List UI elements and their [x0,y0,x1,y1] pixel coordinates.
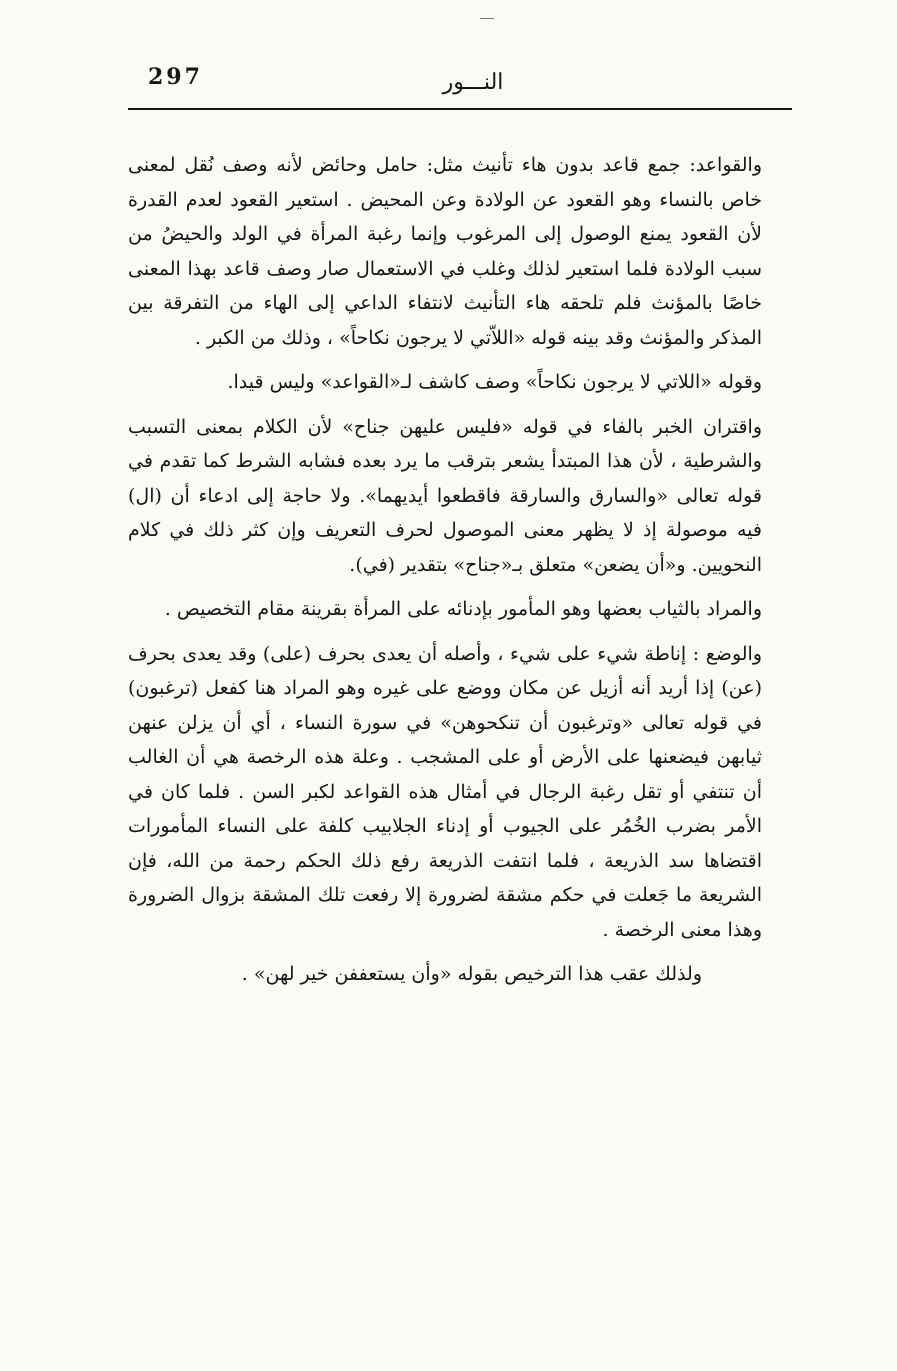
page-number: 297 [148,64,203,90]
page-edge-mark [480,18,494,19]
text-body [128,148,792,1002]
paragraph-qawaid: والقواعد: جمع قاعد بدون هاء تأنيث مثل: حامل وحائض لأنه وصف نُقل لمعنى خاص بالنساء وهو القعود عن الولادة وعن المحيض . استعير القعود لعدم القدرة لأن القعود يمنع الوصول إلى المرغوب وإنما رغبة المرأة في الولد والحيضُ من سبب الولادة فلما استعير لذلك وغلب في الاستعمال صار وصف قاعد بهذا المعنى خاصًا بالمؤنث فلم تلحقه هاء التأنيث لانتفاء الداعي إلى الهاء من التفرقة بين المذكر والمؤنث وقد بينه قوله «اللاّتي لا يرجون نكاحاً» ، وذلك من الكبر . [128,154,762,349]
page-header [128,62,792,110]
paragraph-iqtiran: واقتران الخبر بالفاء في قوله «فليس عليهن جناح» لأن الكلام بمعنى التسبب والشرطية ، لأن هذا المبتدأ يشعر بترقب ما يرد بعده فشابه الشرط كما تقدم في قوله تعالى «والسارق والسارقة فاقطعوا أيديهما». ولا حاجة إلى ادعاء أن (ال) فيه موصولة إذ لا يظهر معنى الموصول لحرف التعريف وإن كثر ذلك في كلام النحويين. و«أن يضعن» متعلق بـ«جناح» بتقدير (في). [128,415,762,576]
paragraph-wad: والوضع : إناطة شيء على شيء ، وأصله أن يعدى بحرف (على) وقد يعدى بحرف (عن) إذا أريد أنه أزيل عن مكان ووضع على غيره وهو المراد هنا كفعل (ترغبون) في قوله تعالى «وترغبون أن تنكحوهن» في سورة النساء ، أي أن يزلن عنهن ثيابهن فيضعنها على الأرض أو على المشجب . وعلة هذه الرخصة هي أن الغالب أن تنتفي أو تقل رغبة الرجال في أمثال هذه القواعد لكبر السن . فلما كان في الأمر بضرب الخُمُر على الجيوب أو إدناء الجلابيب كلفة على النساء المأمورات اقتضاها سد الذريعة ، فلما انتفت الذريعة رفع ذلك الحكم رحمة من الله، فإن الشريعة ما جَعلت في حكم مشقة لضرورة إلا رفعت تلك المشقة بزوال الضرورة وهذا معنى الرخصة . [128,642,762,941]
paragraph-allati: وقوله «اللاتي لا يرجون نكاحاً» وصف كاشف لـ«القواعد» وليس قيدا. [227,371,762,393]
paragraph-thiyab: والمراد بالثياب بعضها وهو المأمور بإدنائه على المرأة بقرينة مقام التخصيص . [164,598,762,620]
paragraph-closing: ولذلك عقب هذا الترخيص بقوله «وأن يستعففن خير لهن» . [241,963,702,985]
running-title: النـــور [442,70,504,95]
